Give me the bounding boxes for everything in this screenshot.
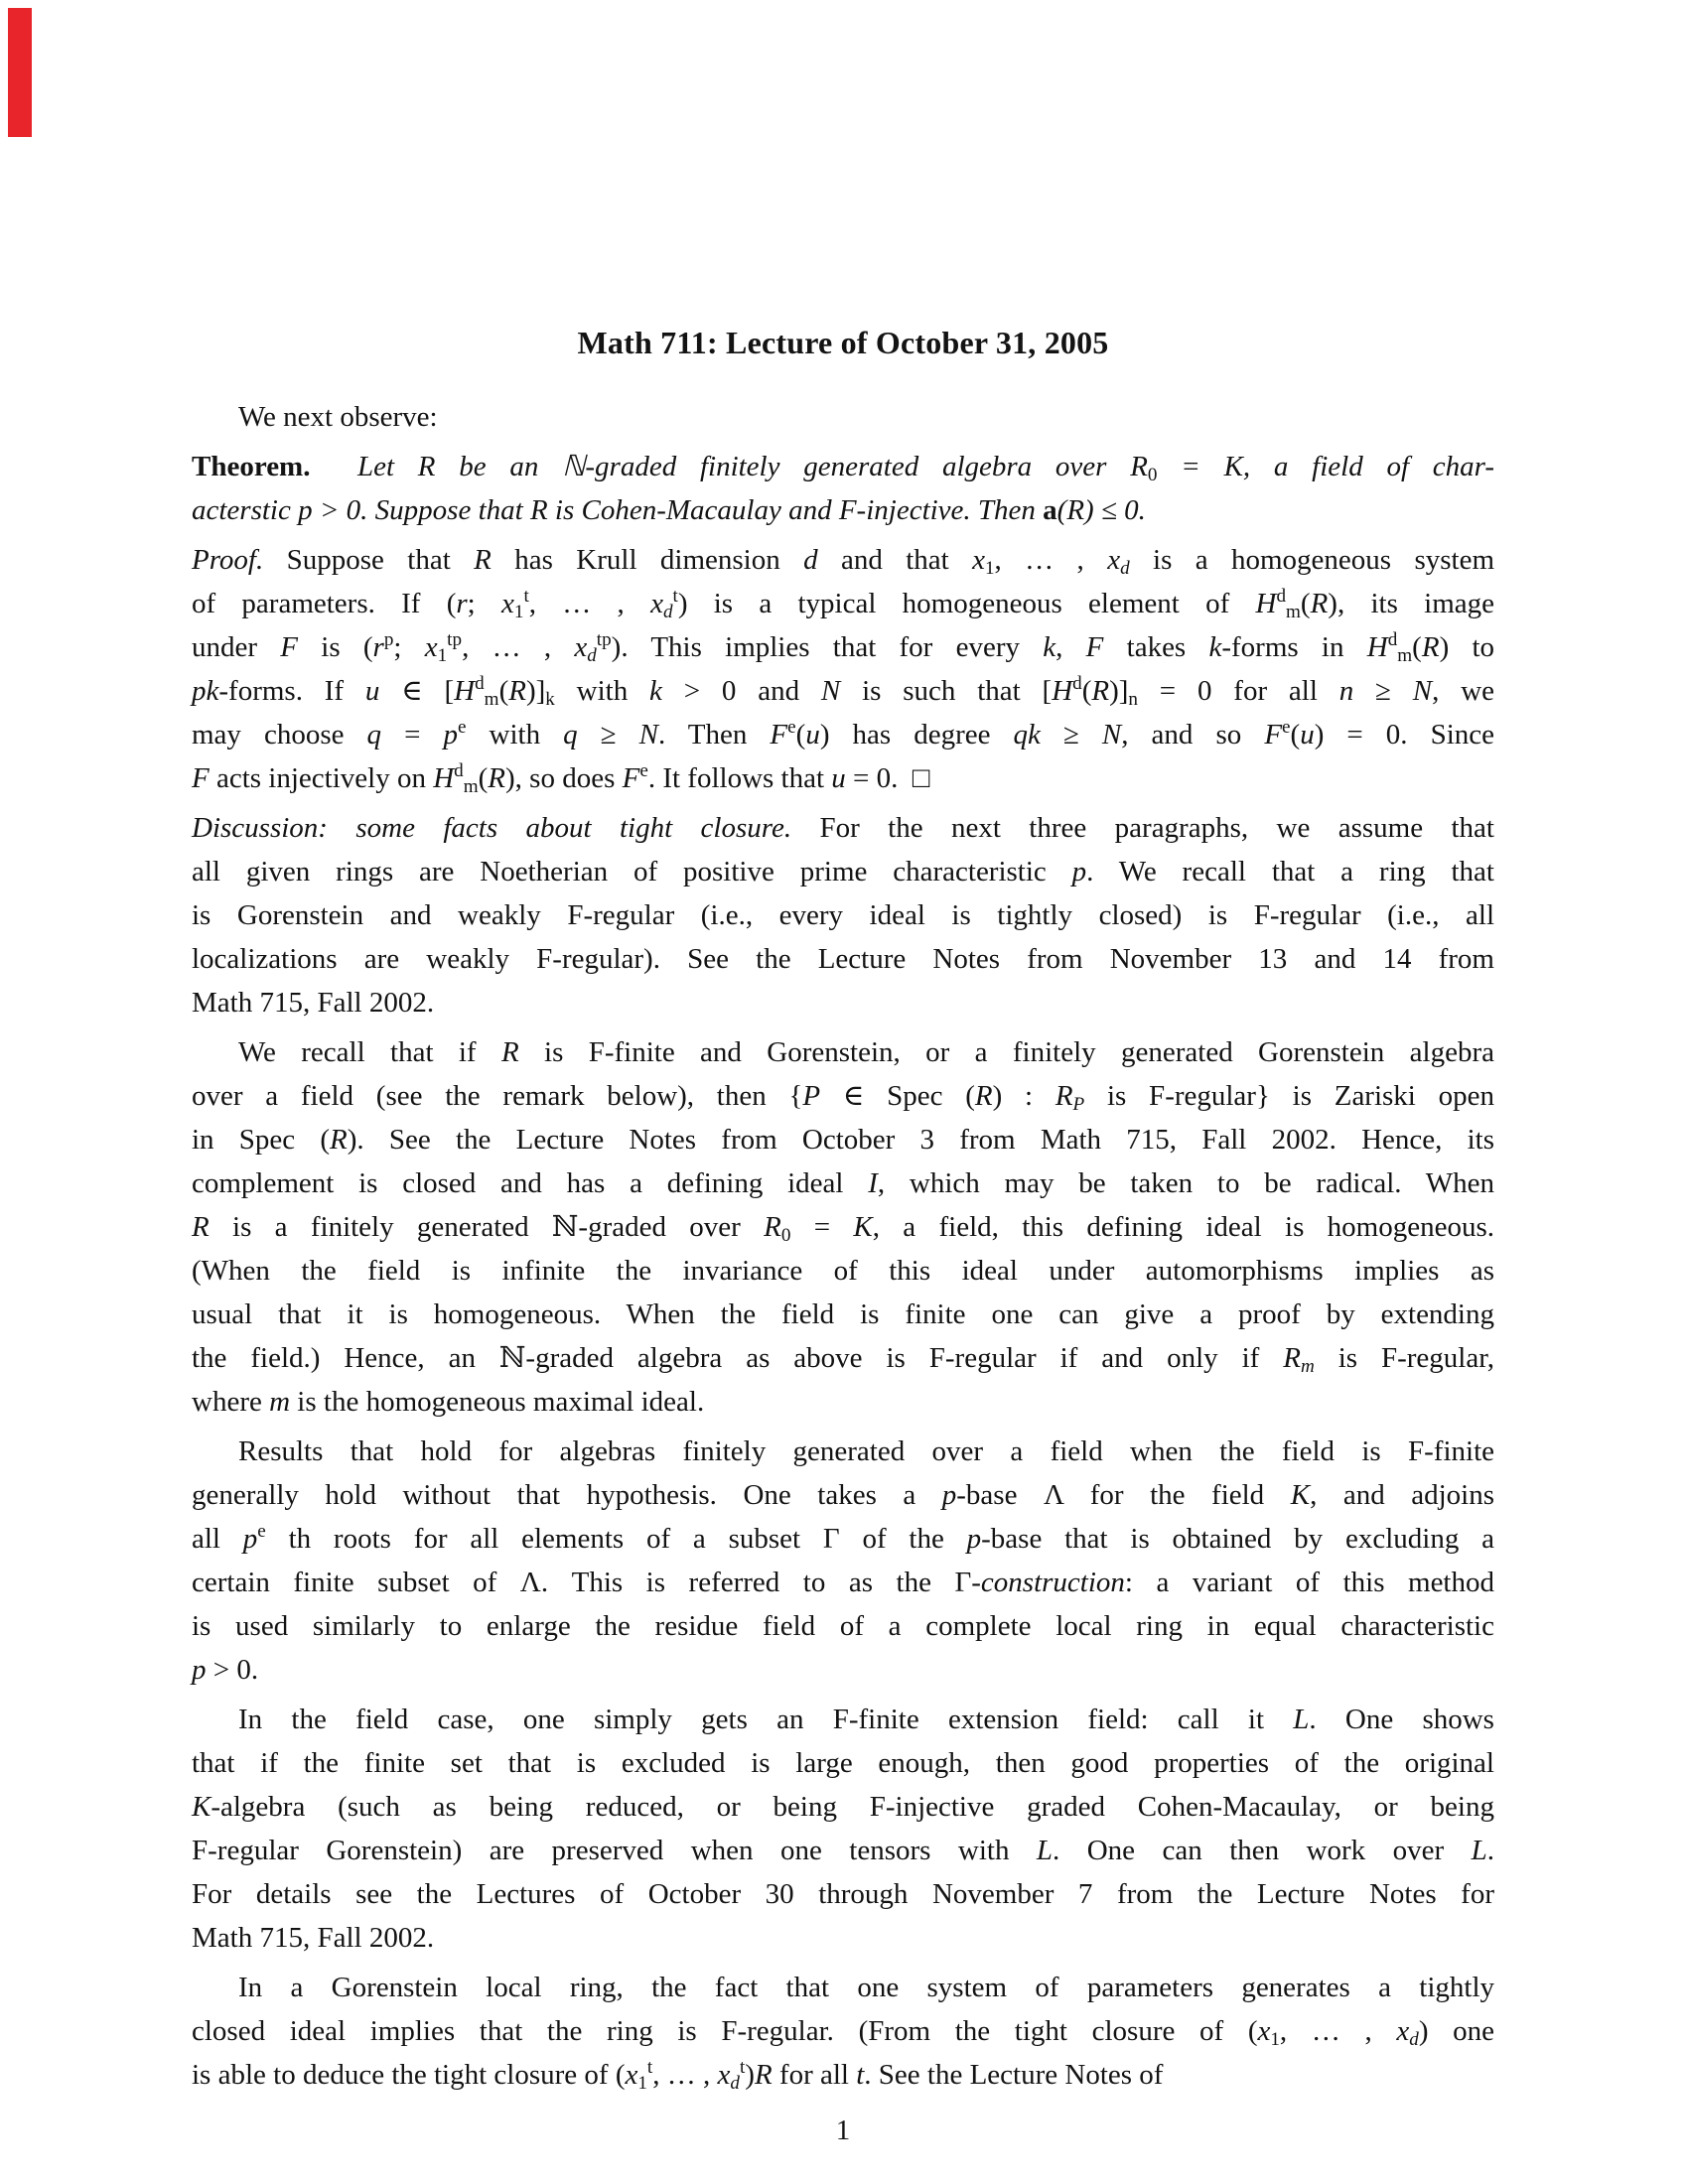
paragraph: [192, 806, 1494, 1024]
text-line: under F is ($r^p$; $x_1^{tp}$, … , $x_d^{tp}$). This implies that for every k, F takes k-forms in $H^d_m(R)$ to: [192, 629, 1495, 667]
paragraph: [192, 1030, 1494, 1424]
document-content: [192, 321, 1494, 2152]
text-line: F-regular Gorenstein) are preserved when one tensors with L. One can then work over L.: [192, 1835, 1494, 1866]
corner-red-marker: [8, 8, 32, 137]
text-line: For details see the Lectures of October 30 through November 7 from the Lecture Notes for: [192, 1878, 1494, 1910]
paragraph: [192, 445, 1494, 532]
text-line: is Gorenstein and weakly F-regular (i.e., every ideal is tightly closed) is F-regular (i.e., all: [192, 899, 1494, 931]
text-line: closed ideal implies that the ring is F-regular. (From the tight closure of ($x_1$, … , $x_d$) one: [192, 2015, 1495, 2051]
page-title: Math 711: Lecture of October 31, 2005: [577, 325, 1109, 360]
text-line: (When the field is infinite the invariance of this ideal under automorphisms implies as: [192, 1255, 1494, 1287]
text-line: of parameters. If (r; $x_1^t$, … , $x_d^t$) is a typical homogeneous element of $H^d_m(R)$, its image: [192, 586, 1494, 623]
text-line: We recall that if R is F-finite and Gorenstein, or a finitely generated Gorenstein algebra: [238, 1036, 1494, 1068]
text-line: Math 715, Fall 2002.: [192, 987, 435, 1019]
text-line: R is a finitely generated ℕ-graded over $R_0 = K$, a field, this defining ideal is homogeneous.: [192, 1211, 1494, 1247]
text-line: Math 715, Fall 2002.: [192, 1922, 435, 1954]
text-line: over a field (see the remark below), then {P ∈ Spec (R) : $R_P$ is F-regular} is Zariski open: [192, 1080, 1494, 1116]
text-line: in Spec (R). See the Lecture Notes from October 3 from Math 715, Fall 2002. Hence, its: [192, 1124, 1494, 1156]
paragraph: [192, 1430, 1494, 1692]
paragraph: [192, 538, 1494, 800]
text-line: is used similarly to enlarge the residue field of a complete local ring in equal characteristic: [192, 1610, 1494, 1642]
text-line: F acts injectively on $H^d_m(R)$, so does $F^e$. It follows that u = 0. □: [192, 760, 930, 798]
document-body: [192, 395, 1494, 2097]
text-line: the field.) Hence, an ℕ-graded algebra as above is F-regular if and only if $R_m$ is F-regular,: [192, 1342, 1494, 1378]
text-line: pk-forms. If u ∈ $[H^d_m(R)]_k$ with k > 0 and N is such that $[H^d(R)]_n = 0$ for all n ≥ N, we: [192, 673, 1495, 711]
paragraph: [192, 395, 1494, 439]
paragraph: [192, 1966, 1494, 2097]
text-line: Discussion: some facts about tight closure. For the next three paragraphs, we assume that: [192, 812, 1494, 844]
text-line: In the field case, one simply gets an F-finite extension field: call it L. One shows: [238, 1704, 1494, 1735]
text-line: We next observe:: [238, 401, 438, 433]
text-line: Results that hold for algebras finitely generated over a field when the field is F-finite: [238, 1435, 1494, 1467]
text-line: Proof. Suppose that R has Krull dimension d and that $x_1$, … , $x_d$ is a homogeneous system: [192, 544, 1495, 580]
text-line: where m is the homogeneous maximal ideal.: [192, 1386, 705, 1418]
text-line: localizations are weakly F-regular). See the Lecture Notes from November 13 and 14 from: [192, 943, 1494, 975]
text-line: certain finite subset of Λ. This is referred to as the Γ-construction: a variant of this method: [192, 1567, 1494, 1598]
text-line: Theorem. Let R be an ℕ-graded finitely generated algebra over $R_0 = K$, a field of char-: [192, 451, 1495, 486]
page-number: 1: [835, 2115, 851, 2146]
paragraph: [192, 1698, 1494, 1960]
text-line: In a Gorenstein local ring, the fact that one system of parameters generates a tightly: [238, 1972, 1494, 2003]
text-line: may choose $q = p^e$ with q ≥ N. Then $F^e(u)$ has degree qk ≥ N, and so $F^e(u) = 0$. Since: [192, 717, 1495, 751]
text-line: usual that it is homogeneous. When the field is finite one can give a proof by extending: [192, 1298, 1494, 1330]
text-line: p > 0.: [192, 1654, 259, 1686]
text-line: K-algebra (such as being reduced, or being F-injective graded Cohen-Macaulay, or being: [192, 1791, 1494, 1823]
text-line: acterstic p > 0. Suppose that R is Cohen-Macaulay and F-injective. Then a(R) ≤ 0.: [192, 494, 1146, 526]
text-line: all $p^e$ th roots for all elements of a subset Γ of the p-base that is obtained by excluding a: [192, 1521, 1494, 1555]
text-line: is able to deduce the tight closure of ($x_1^t$, … , $x_d^t)R$ for all t. See the Lecture Notes of: [192, 2057, 1164, 2095]
text-line: that if the finite set that is excluded is large enough, then good properties of the original: [192, 1747, 1494, 1779]
text-line: generally hold without that hypothesis. One takes a p-base Λ for the field K, and adjoins: [192, 1479, 1494, 1511]
text-line: complement is closed and has a defining ideal I, which may be taken to be radical. When: [192, 1167, 1494, 1199]
text-line: all given rings are Noetherian of positive prime characteristic p. We recall that a ring that: [192, 856, 1494, 887]
